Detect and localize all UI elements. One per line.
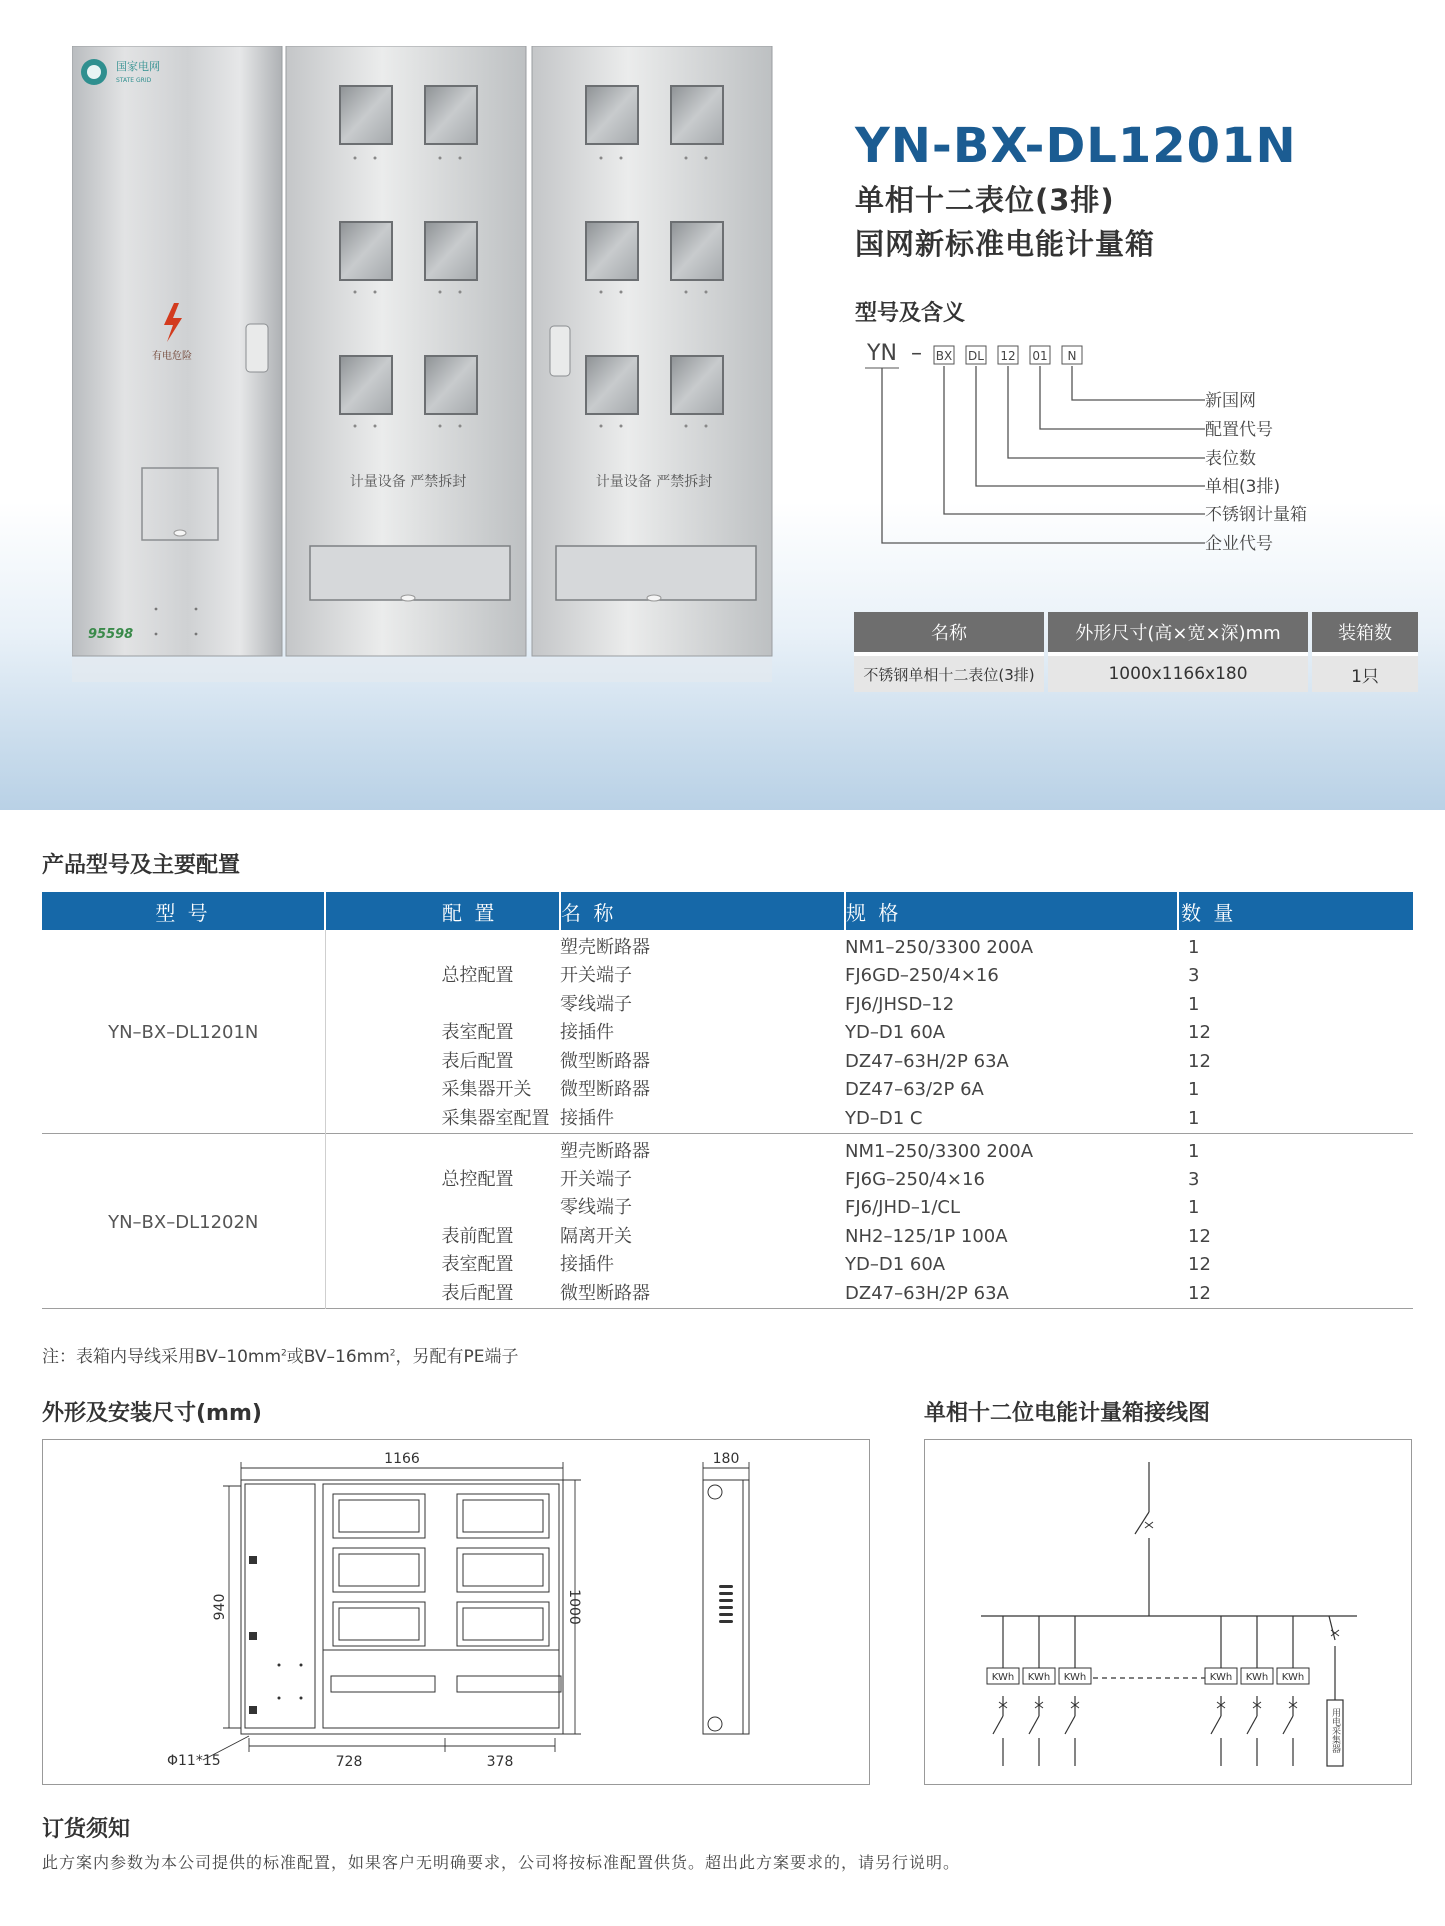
config-cell [325, 1194, 560, 1223]
collector-label: 用电采集器 [1330, 1708, 1340, 1753]
name-cell: 隔离开关 [560, 1225, 632, 1247]
dim-width-total: 1166 [384, 1451, 420, 1467]
table-row [42, 1133, 1413, 1166]
door-1-label: 计量设备 严禁拆封 [349, 474, 467, 490]
config-header-model: 型 号 [42, 892, 325, 930]
config-cell: 总控配置 [441, 1168, 514, 1190]
spec-cell: NM1–250/3300 200A [845, 1140, 1034, 1162]
config-cell [325, 991, 560, 1020]
name-cell: 开关端子 [560, 1168, 632, 1190]
qty-cell: 12 [1188, 1254, 1211, 1276]
qty-cell: 12 [1188, 1050, 1211, 1072]
qty-cell: 12 [1188, 1022, 1211, 1044]
meter-11: KWh [1245, 1672, 1269, 1683]
model-code-diagram [855, 330, 1375, 560]
code-box-12: 12 [1000, 349, 1016, 363]
name-cell: 塑壳断路器 [560, 937, 650, 958]
cabinet-photo [72, 46, 782, 686]
qty-cell: 12 [1188, 1225, 1211, 1247]
order-text: 此方案内参数为本公司提供的标准配置，如果客户无明确要求，公司将按标准配置供货。超出此方案要求的，请另行说明。 [42, 1853, 961, 1872]
spec-cell: DZ47–63H/2P 63A [845, 1282, 1009, 1304]
spec-header-name: 名称 [854, 612, 1044, 652]
svg-text:STATE GRID: STATE GRID [116, 77, 152, 84]
code-box-dl: DL [968, 349, 984, 363]
config-header-config: 配 置 [325, 892, 560, 930]
service-badge: 95598 [88, 627, 134, 642]
meaning-label-stainless-box: 不锈钢计量箱 [1205, 505, 1307, 525]
config-header-spec: 规 格 [845, 892, 1178, 930]
spec-cell: YD–D1 60A [845, 1022, 946, 1044]
qty-cell: 1 [1188, 1079, 1200, 1101]
qty-cell: 12 [1188, 1282, 1211, 1304]
product-title: YN-BX-DL1201N [855, 118, 1297, 174]
wiring-diagram [924, 1439, 1412, 1785]
product-subtitle-1: 单相十二表位(3排) [855, 183, 1115, 217]
name-cell: 接插件 [560, 1254, 614, 1276]
model-meaning-heading: 型号及含义 [855, 301, 966, 326]
door-2-bottom-panel [556, 546, 756, 600]
spec-cell: DZ47–63H/2P 63A [845, 1050, 1009, 1072]
config-cell: 表后配置 [441, 1050, 514, 1072]
dim-width-left: 728 [335, 1754, 363, 1770]
qty-cell: 1 [1188, 1197, 1200, 1219]
spec-cell-dimensions: 1000x1166x180 [1048, 652, 1308, 692]
meaning-label-config-code: 配置代号 [1205, 420, 1273, 440]
spec-cell: FJ6GD–250/4×16 [845, 965, 999, 987]
meaning-label-new-grid: 新国网 [1205, 391, 1256, 411]
spec-header-dimensions: 外形尺寸(高×宽×深)mm [1048, 612, 1308, 652]
name-cell: 塑壳断路器 [560, 1140, 650, 1162]
code-box-n: N [1067, 349, 1077, 363]
spec-cell: NM1–250/3300 200A [845, 937, 1034, 958]
model-prefix: YN [867, 341, 897, 366]
warning-text: 有电危险 [152, 351, 192, 362]
config-cell: 表前配置 [441, 1225, 514, 1247]
dim-depth: 180 [712, 1451, 740, 1467]
config-group-1201n [42, 930, 1413, 1133]
config-cell: 总控配置 [441, 965, 514, 987]
config-cell: 表室配置 [441, 1022, 514, 1044]
code-box-bx: BX [935, 349, 953, 363]
name-cell: 接插件 [560, 1022, 614, 1044]
spec-cell: FJ6/JHD–1/CL [845, 1197, 960, 1219]
name-cell: 微型断路器 [560, 1079, 650, 1101]
name-cell: 零线端子 [560, 993, 632, 1015]
svg-text:国家电网: 国家电网 [116, 60, 160, 73]
qty-cell: 3 [1188, 965, 1200, 987]
spec-cell: FJ6/JHSD–12 [845, 993, 955, 1015]
qty-cell: 3 [1188, 1168, 1200, 1190]
spec-header-quantity: 装箱数 [1312, 612, 1418, 652]
spec-cell: YD–D1 60A [845, 1254, 946, 1276]
dim-height-inner: 940 [212, 1593, 228, 1621]
code-box-01: 01 [1032, 349, 1048, 363]
config-cell: 表后配置 [441, 1282, 514, 1304]
name-cell: 微型断路器 [560, 1282, 650, 1304]
name-cell: 零线端子 [560, 1197, 632, 1219]
meter-1: KWh [991, 1672, 1015, 1683]
door-1-bottom-panel [310, 546, 510, 600]
config-cell: 表室配置 [441, 1254, 514, 1276]
model-cell: YN–BX–DL1201N [42, 930, 325, 1133]
table-row [42, 930, 1413, 962]
door-handle-right [550, 326, 570, 376]
config-cell: 采集器开关 [441, 1079, 532, 1101]
meter-10: KWh [1209, 1672, 1233, 1683]
meter-3: KWh [1063, 1672, 1087, 1683]
dim-height-total: 1000 [566, 1589, 582, 1625]
qty-cell: 1 [1188, 937, 1200, 958]
spec-cell-quantity: 1只 [1312, 652, 1418, 692]
config-cell: 采集器室配置 [441, 1107, 550, 1129]
qty-cell: 1 [1188, 1140, 1200, 1162]
name-cell: 微型断路器 [560, 1050, 650, 1072]
meter-12: KWh [1281, 1672, 1305, 1683]
hero-section [0, 0, 1445, 810]
dimensions-drawing [42, 1439, 870, 1785]
spec-cell-name: 不锈钢单相十二表位(3排) [854, 652, 1044, 692]
spec-row [854, 652, 1418, 692]
spec-cell: YD–D1 C [845, 1107, 923, 1129]
name-cell: 开关端子 [560, 965, 632, 987]
spec-table [850, 612, 1422, 692]
state-grid-logo [81, 59, 160, 85]
dim-width-right: 378 [486, 1754, 514, 1770]
qty-cell: 1 [1188, 993, 1200, 1015]
meter-2: KWh [1027, 1672, 1051, 1683]
wiring-heading: 单相十二位电能计量箱接线图 [924, 1401, 1211, 1426]
door-2-label: 计量设备 严禁拆封 [595, 474, 713, 490]
config-heading: 产品型号及主要配置 [42, 853, 241, 878]
door-handle-left [246, 324, 268, 372]
spec-cell: NH2–125/1P 100A [845, 1225, 1008, 1247]
meaning-label-company-code: 企业代号 [1205, 534, 1273, 554]
config-cell [325, 930, 560, 962]
dimensions-heading: 外形及安装尺寸(mm) [42, 1401, 262, 1426]
wiring-note: 注：表箱内导线采用$BV-10mm^2$或$BV-16mm^2$，另配有PE端子 [42, 1347, 519, 1367]
meaning-label-meter-count: 表位数 [1205, 449, 1256, 469]
name-cell: 接插件 [560, 1107, 614, 1129]
config-header-name: 名 称 [560, 892, 845, 930]
config-header-qty: 数 量 [1178, 892, 1413, 930]
qty-cell: 1 [1188, 1107, 1200, 1129]
dim-hole: Φ11*15 [167, 1753, 221, 1769]
product-subtitle-2: 国网新标准电能计量箱 [855, 227, 1156, 261]
spec-cell: FJ6G–250/4×16 [845, 1168, 985, 1190]
meaning-label-single-phase: 单相(3排) [1205, 477, 1281, 497]
order-heading: 订货须知 [42, 1817, 131, 1842]
config-table [42, 892, 1413, 1309]
model-dash: – [911, 341, 922, 366]
spec-cell: DZ47–63/2P 6A [845, 1079, 984, 1101]
config-group-1202n [42, 1133, 1413, 1308]
model-cell: YN–BX–DL1202N [42, 1133, 325, 1308]
config-cell [325, 1133, 560, 1166]
